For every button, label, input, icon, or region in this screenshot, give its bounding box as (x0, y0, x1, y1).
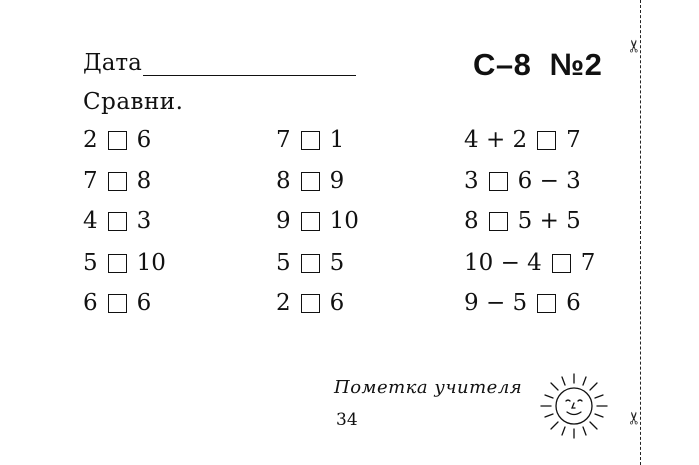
exercise-left: 5 (276, 250, 291, 276)
answer-box[interactable] (301, 294, 320, 313)
exercise-right: 9 (329, 168, 345, 194)
teacher-note-label: Пометка учителя (334, 377, 523, 398)
exercise-c1-3 (83, 207, 151, 235)
page-number: 34 (336, 410, 358, 430)
cut-line (640, 0, 641, 465)
exercise-c2-4 (276, 249, 344, 277)
exercise-c1-5 (83, 289, 151, 317)
scissors-icon: ✂ (625, 38, 646, 54)
exercise-right: 6 (329, 290, 345, 316)
answer-box[interactable] (537, 131, 556, 150)
exercise-c2-5 (276, 289, 344, 317)
scissors-icon: ✂ (625, 410, 646, 426)
exercise-right: 6 (566, 290, 581, 316)
answer-box[interactable] (489, 172, 508, 191)
answer-box[interactable] (108, 254, 127, 273)
answer-box[interactable] (301, 254, 320, 273)
exercise-c2-1 (276, 126, 344, 154)
exercise-left: 2 (83, 127, 98, 153)
exercise-left: 7 (83, 168, 98, 194)
exercise-left: 9 − 5 (464, 290, 528, 316)
exercise-left: 7 (276, 127, 291, 153)
answer-box[interactable] (108, 131, 127, 150)
exercise-c3-1 (464, 126, 581, 154)
exercise-left: 2 (276, 290, 291, 316)
exercise-left: 3 (464, 168, 479, 194)
exercise-right: 5 (329, 250, 345, 276)
exercise-left: 8 (464, 208, 479, 234)
exercise-left: 10 − 4 (464, 250, 542, 276)
exercise-right: 1 (329, 127, 345, 153)
exercise-c3-5 (464, 289, 581, 317)
worksheet-code: С–8 №2 (473, 47, 603, 82)
exercise-right: 3 (136, 208, 152, 234)
answer-box[interactable] (301, 172, 320, 191)
exercise-left: 6 (83, 290, 98, 316)
exercise-right: 8 (136, 168, 152, 194)
answer-box[interactable] (537, 294, 556, 313)
exercise-left: 4 + 2 (464, 127, 528, 153)
exercise-right: 7 (580, 250, 596, 276)
answer-box[interactable] (108, 172, 127, 191)
exercise-left: 8 (276, 168, 291, 194)
date-fill-line (143, 75, 356, 76)
exercise-right: 10 (329, 208, 359, 234)
exercise-right: 6 (136, 127, 152, 153)
exercise-right: 10 (136, 250, 166, 276)
exercise-c2-2 (276, 167, 344, 195)
exercise-right: 7 (566, 127, 581, 153)
exercise-c2-3 (276, 207, 359, 235)
answer-box[interactable] (301, 131, 320, 150)
exercise-right: 5 + 5 (517, 208, 581, 234)
exercise-left: 4 (83, 208, 98, 234)
answer-box[interactable] (108, 212, 127, 231)
exercise-c1-1 (83, 126, 151, 154)
exercise-c3-2 (464, 167, 581, 195)
date-label: Дата (83, 50, 142, 76)
answer-box[interactable] (489, 212, 508, 231)
exercise-c3-4 (464, 249, 595, 277)
exercise-right: 6 (136, 290, 152, 316)
exercise-left: 9 (276, 208, 291, 234)
exercise-right: 6 − 3 (517, 168, 581, 194)
answer-box[interactable] (301, 212, 320, 231)
answer-box[interactable] (108, 294, 127, 313)
exercise-c3-3 (464, 207, 581, 235)
exercise-left: 5 (83, 250, 98, 276)
instruction-text: Сравни. (83, 89, 184, 115)
sun-icon (534, 370, 614, 442)
exercise-c1-4 (83, 249, 166, 277)
answer-box[interactable] (552, 254, 571, 273)
exercise-c1-2 (83, 167, 151, 195)
